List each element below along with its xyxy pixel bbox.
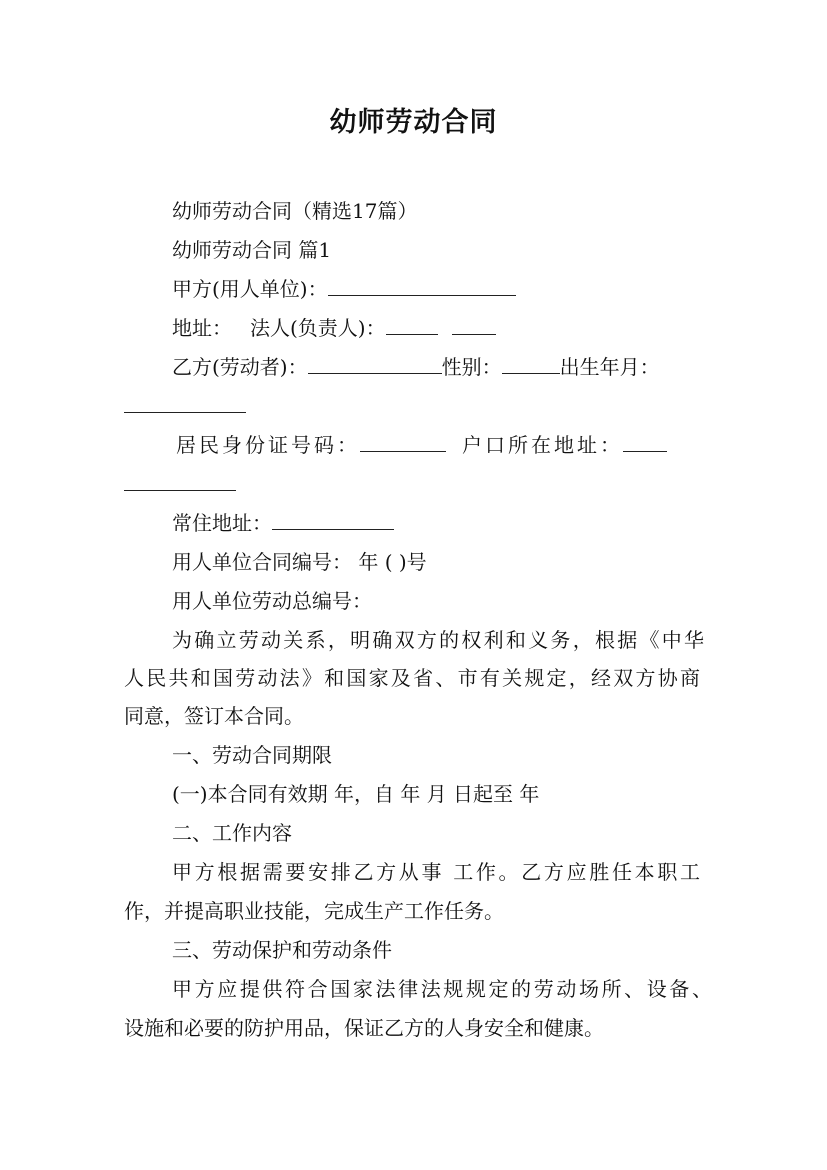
gender-blank (502, 353, 560, 374)
party-a-line (0, 275, 827, 303)
birth-date-label: 出生年月： (559, 355, 660, 379)
party-a-label: 甲方(用人单位)： (172, 277, 328, 301)
party-b-label: 乙方(劳动者)： (172, 355, 308, 379)
paragraph-line: 甲方根据需要安排乙方从事 工作。乙方应胜任本职工 (172, 860, 700, 884)
household-address-blank-2 (124, 470, 236, 491)
clause-line: (一)本合同有效期 年，自 年 月 日起至 年 (172, 782, 540, 806)
household-address-line (0, 470, 827, 498)
address-label: 地址： (172, 316, 232, 340)
section-heading-1: 一、劳动合同期限 (172, 743, 332, 767)
paragraph-line: 人民共和国劳动法》和国家及省、市有关规定，经双方协商 (124, 666, 700, 690)
document-title: 幼师劳动合同 (329, 107, 498, 138)
household-address-label: 户口所在地址： (462, 433, 623, 457)
paragraph-line: 甲方应提供符合国家法律法规规定的劳动场所、设备、 (172, 977, 712, 1001)
party-b-blank (308, 353, 442, 374)
gender-label: 性别： (441, 355, 502, 379)
household-address-blank (623, 431, 667, 452)
birth-date-blank (124, 392, 246, 413)
legal-rep-blank-1 (386, 314, 438, 335)
subtitle-line: 幼师劳动合同（精选17篇） (172, 199, 418, 223)
section-heading-3: 三、劳动保护和劳动条件 (172, 938, 392, 962)
birth-date-line (0, 392, 827, 420)
legal-rep-label: 法人(负责人)： (250, 316, 386, 340)
id-number-blank (360, 431, 446, 452)
residence-line (0, 509, 827, 537)
paragraph-line: 设施和必要的防护用品，保证乙方的人身安全和健康。 (124, 1016, 604, 1040)
paragraph-line: 作，并提高职业技能，完成生产工作任务。 (124, 899, 504, 923)
address-line (0, 314, 827, 342)
party-b-line (0, 353, 827, 381)
section-heading-line: 幼师劳动合同 篇1 (172, 238, 332, 262)
id-number-line (0, 431, 827, 459)
legal-rep-blank-2 (452, 314, 496, 335)
residence-blank (272, 509, 394, 530)
residence-label: 常住地址： (172, 511, 272, 535)
id-number-label: 居民身份证号码： (176, 433, 360, 457)
party-a-blank (328, 275, 516, 296)
contract-number-line: 用人单位合同编号： 年 ( )号 (172, 550, 427, 574)
paragraph-line: 同意，签订本合同。 (124, 704, 304, 728)
labor-number-line: 用人单位劳动总编号： (172, 589, 372, 613)
paragraph-line: 为确立劳动关系，明确双方的权利和义务，根据《中华 (172, 628, 704, 652)
section-heading-2: 二、工作内容 (172, 821, 292, 845)
